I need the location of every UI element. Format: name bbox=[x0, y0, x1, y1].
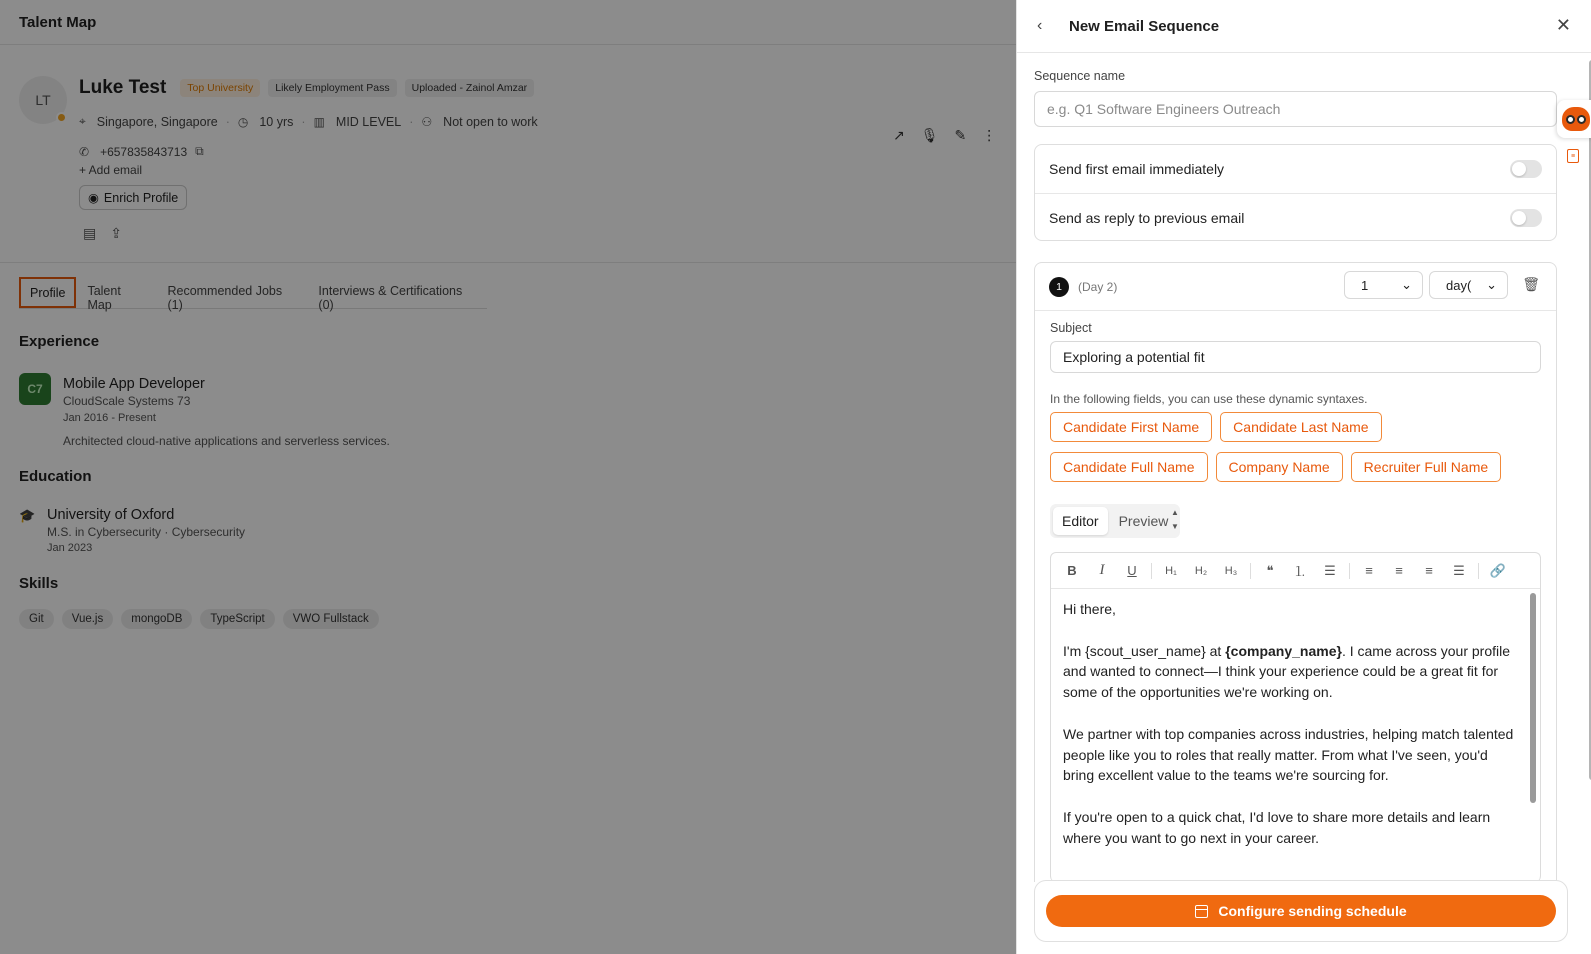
experience-role: Mobile App Developer bbox=[63, 376, 205, 392]
tab-recommended-jobs[interactable]: Recommended Jobs (1) bbox=[167, 284, 283, 312]
align-center-icon[interactable]: ≡ bbox=[1395, 563, 1403, 578]
email-paragraph-3: If you're open to a quick chat, I'd love to share more details and learn where you want to go next in your career. bbox=[1063, 808, 1491, 846]
delay-unit-select[interactable] bbox=[1429, 271, 1508, 299]
chip-recruiter-full-name[interactable]: Recruiter Full Name bbox=[1351, 452, 1501, 482]
step-header bbox=[1035, 263, 1556, 311]
email-paragraph-1: I'm {scout_user_name} at {company_name}. I came across your profile and wanted to connect—I think your experience could be a great fit for some of the opportunities we're working on. bbox=[1063, 642, 1510, 701]
skill-chip: VWO Fullstack bbox=[283, 609, 379, 629]
seniority-level: MID LEVEL bbox=[335, 114, 402, 129]
education-heading: Education bbox=[19, 468, 92, 485]
step-day-label: (Day 2) bbox=[1078, 279, 1118, 294]
syntax-chips-row-2 bbox=[1050, 452, 1501, 482]
link-icon[interactable]: 🔗 bbox=[1489, 562, 1507, 578]
experience-dates: Jan 2016 - Present bbox=[63, 412, 156, 424]
dynamic-syntax-hint: In the following fields, you can use these dynamic syntaxes. bbox=[1050, 392, 1368, 406]
align-left-icon[interactable]: ≡ bbox=[1365, 563, 1373, 578]
tab-interviews-certifications[interactable]: Interviews & Certifications (0) bbox=[318, 284, 463, 312]
location-text: Singapore, Singapore bbox=[96, 114, 218, 129]
delay-value: 1 bbox=[1361, 277, 1369, 293]
editor-tab[interactable]: Editor bbox=[1053, 507, 1108, 535]
italic-icon[interactable]: I bbox=[1099, 562, 1105, 578]
tag-employment-pass: Likely Employment Pass bbox=[268, 79, 396, 97]
send-as-reply-label: Send as reply to previous email bbox=[1049, 209, 1245, 226]
company-logo: C7 bbox=[19, 373, 51, 405]
app-title: Talent Map bbox=[19, 13, 97, 31]
graduation-cap-icon: 🎓 bbox=[19, 508, 36, 523]
configure-schedule-button[interactable] bbox=[1046, 895, 1556, 927]
skill-chip: Git bbox=[19, 609, 54, 629]
copy-icon[interactable]: ⧉ bbox=[195, 144, 204, 158]
education-school: University of Oxford bbox=[47, 507, 175, 523]
skill-chip: TypeScript bbox=[200, 609, 274, 629]
availability-text: Not open to work bbox=[443, 114, 538, 129]
chip-company-name[interactable]: Company Name bbox=[1216, 452, 1343, 482]
sequence-name-input[interactable] bbox=[1034, 91, 1557, 127]
building-icon: ▥ bbox=[313, 114, 325, 129]
chip-candidate-last-name[interactable]: Candidate Last Name bbox=[1220, 412, 1381, 442]
bullet-list-icon[interactable]: ☰ bbox=[1324, 562, 1336, 578]
enrich-profile-label: Enrich Profile bbox=[103, 190, 179, 205]
tag-uploaded-by: Uploaded - Zainol Amzar bbox=[405, 79, 535, 97]
avatar: LT bbox=[19, 76, 67, 124]
heading-1-icon[interactable]: H₁ bbox=[1165, 564, 1177, 577]
chevron-down-icon: ⌄ bbox=[1486, 277, 1497, 292]
experience-company: CloudScale Systems 73 bbox=[63, 394, 191, 408]
candidate-name: Luke Test bbox=[79, 77, 167, 98]
tab-profile[interactable]: Profile bbox=[19, 277, 76, 308]
owl-icon bbox=[1562, 107, 1590, 131]
drawer-header bbox=[1017, 0, 1591, 53]
upload-icon[interactable]: ⇪ bbox=[110, 225, 122, 241]
experience-heading: Experience bbox=[19, 333, 100, 350]
meta-row: ⌖ Singapore, Singapore · ◷ 10 yrs · ▥ MID LEVEL · ⚇ Not open to work bbox=[79, 114, 538, 129]
eye-icon: ◉ bbox=[88, 191, 99, 205]
send-immediately-label: Send first email immediately bbox=[1049, 161, 1225, 177]
microphone-icon[interactable]: 🎙 bbox=[920, 127, 939, 143]
send-as-reply-toggle[interactable] bbox=[1510, 209, 1542, 227]
chevron-down-icon: ⌄ bbox=[1401, 277, 1412, 292]
blockquote-icon[interactable]: ❝ bbox=[1266, 562, 1274, 578]
document-icon[interactable]: ▤ bbox=[83, 225, 97, 241]
send-immediately-toggle[interactable] bbox=[1510, 160, 1542, 178]
email-sequence-drawer bbox=[1016, 0, 1591, 954]
notes-icon[interactable]: ≡ bbox=[1567, 149, 1579, 163]
delay-value-select[interactable] bbox=[1344, 271, 1423, 299]
ordered-list-icon[interactable]: ⒈ bbox=[1293, 564, 1307, 579]
chip-candidate-first-name[interactable]: Candidate First Name bbox=[1050, 412, 1212, 442]
drawer-footer bbox=[1034, 880, 1568, 942]
email-greeting: Hi there, bbox=[1063, 601, 1116, 617]
syntax-chips-row-1 bbox=[1050, 412, 1382, 442]
location-icon: ⌖ bbox=[79, 114, 86, 128]
send-as-reply-row bbox=[1035, 193, 1556, 241]
skill-chip: Vue.js bbox=[62, 609, 114, 629]
experience-years: 10 yrs bbox=[259, 114, 294, 129]
clock-icon: ◷ bbox=[237, 114, 249, 129]
delay-unit: day( bbox=[1446, 277, 1472, 293]
skills-heading: Skills bbox=[19, 575, 59, 592]
back-arrow-icon[interactable]: ‹ bbox=[1037, 17, 1043, 34]
resize-arrows-icon[interactable]: ▲ ▼ bbox=[1171, 508, 1179, 531]
experience-description: Architected cloud-native applications and serverless services. bbox=[63, 434, 390, 448]
company-name-token: {company_name} bbox=[1225, 642, 1342, 659]
chip-candidate-full-name[interactable]: Candidate Full Name bbox=[1050, 452, 1208, 482]
trash-icon[interactable]: 🗑 bbox=[1522, 276, 1540, 292]
heading-3-icon[interactable]: H₃ bbox=[1224, 564, 1238, 577]
edit-icon[interactable]: ✎ bbox=[954, 127, 967, 143]
heading-2-icon[interactable]: H₂ bbox=[1194, 564, 1208, 577]
whatsapp-icon: ✆ bbox=[79, 144, 90, 159]
add-email-link[interactable]: + Add email bbox=[79, 163, 143, 177]
email-body-content[interactable] bbox=[1051, 589, 1540, 849]
preview-tab[interactable]: Preview bbox=[1118, 513, 1169, 529]
tag-top-university: Top University bbox=[180, 79, 260, 97]
email-paragraph-2: We partner with top companies across industries, helping match talented people like you to roles that really matter. From what I've seen, you'd bring excellent value to the teams we're sourcing for. bbox=[1063, 725, 1514, 784]
align-justify-icon[interactable]: ☰ bbox=[1453, 562, 1465, 578]
phone-number: +657835843713 bbox=[100, 144, 188, 159]
send-options-card bbox=[1034, 144, 1557, 241]
editor-mode-switch bbox=[1050, 504, 1180, 538]
education-date: Jan 2023 bbox=[47, 542, 93, 554]
education-degree: M.S. in Cybersecurity · Cybersecurity bbox=[47, 525, 246, 539]
more-menu-icon[interactable]: ⋮ bbox=[982, 127, 997, 143]
subject-label: Subject bbox=[1050, 321, 1092, 335]
underline-icon[interactable]: U bbox=[1127, 563, 1137, 578]
assistant-launcher[interactable] bbox=[1557, 100, 1591, 138]
editor-scrollbar[interactable] bbox=[1530, 593, 1536, 803]
calendar-icon bbox=[1195, 905, 1208, 918]
skill-chip: mongoDB bbox=[121, 609, 192, 629]
send-immediately-row bbox=[1035, 145, 1556, 193]
drawer-title: New Email Sequence bbox=[1069, 17, 1220, 35]
configure-schedule-label: Configure sending schedule bbox=[1218, 903, 1407, 919]
external-link-icon[interactable]: ↗ bbox=[893, 127, 905, 143]
subject-input[interactable] bbox=[1050, 341, 1541, 373]
email-body-editor[interactable] bbox=[1050, 552, 1541, 882]
bold-icon[interactable]: B bbox=[1067, 563, 1077, 578]
sequence-name-label: Sequence name bbox=[1034, 69, 1126, 83]
step-number-badge: 1 bbox=[1049, 277, 1069, 297]
user-icon: ⚇ bbox=[421, 114, 433, 129]
editor-toolbar bbox=[1051, 553, 1540, 589]
align-right-icon[interactable]: ≡ bbox=[1425, 563, 1433, 578]
tab-talent-map[interactable]: Talent Map bbox=[87, 284, 121, 312]
close-icon[interactable]: ✕ bbox=[1555, 15, 1571, 35]
